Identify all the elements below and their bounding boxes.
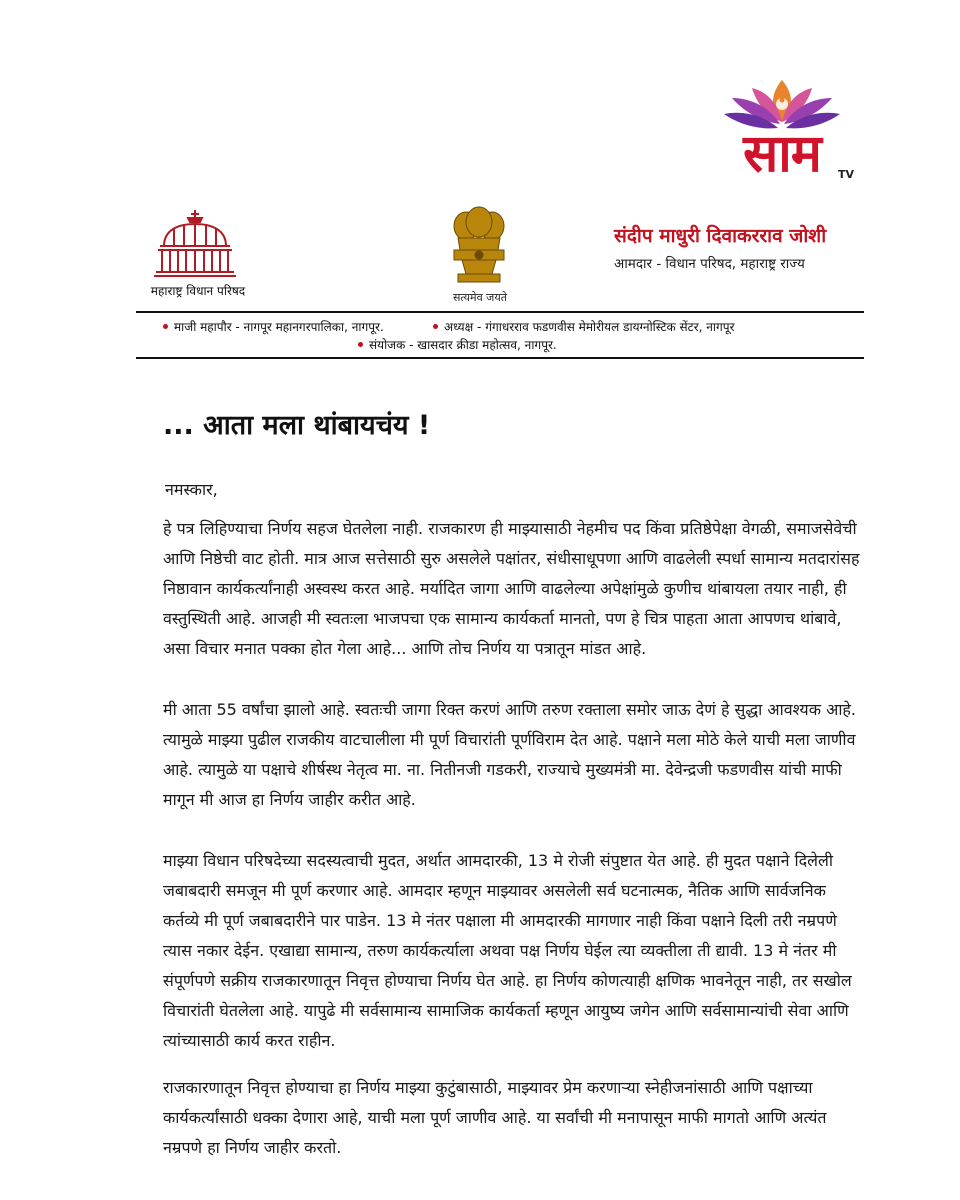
designation-former-mayor bbox=[163, 318, 384, 335]
designation-convener bbox=[358, 336, 557, 353]
paragraph-3: माझ्या विधान परिषदेच्या सदस्यत्वाची मुदत, अर्थात आमदारकी, 13 मे रोजी संपुष्टात येत आहे. ही मुदत पक्षाने दिलेली जबाबदारी समजून मी पूर्ण करणार आहे. आमदार म्हणून माझ्यावर असलेली सर्व घटनात्मक, नैतिक आणि सार्वजनिक कर्तव्ये मी पूर्ण जबाबदारीने पार पाडेन. 13 मे नंतर पक्षाला मी आमदारकी मागणार नाही किंवा पक्षाने दिली तरी नम्रपणे त्यास नकार देईन. एखाद्या सामान्य, तरुण कार्यकर्त्याला अथवा पक्ष निर्णय घेईल त्या व्यक्तीला ती द्यावी. 13 मे नंतर मी संपूर्णपणे सक्रीय राजकारणातून निवृत्त होण्याचा निर्णय घेत आहे. हा निर्णय कोणत्याही क्षणिक भावनेतून नाही, तर सखोल विचारांती घेतलेला आहे. यापुढे मी सर्वसामान्य सामाजिक कार्यकर्ता म्हणून आयुष्य जगेन आणि सर्वसामान्यांची सेवा आणि त्यांच्यासाठी कार्य करत राहीन. bbox=[163, 851, 852, 1050]
paragraph-1: हे पत्र लिहिण्याचा निर्णय सहज घेतलेला नाही. राजकारण ही माझ्यासाठी नेहमीच पद किंवा प्रतिष्ठेपेक्षा वेगळी, समाजसेवेची आणि निष्ठेची वाट होती. मात्र आज सत्तेसाठी सुरु असलेले पक्षांतर, संधीसाधूपणा आणि वाढलेली स्पर्धा सामान्य मतदारांसह निष्ठावान कार्यकर्त्यांनाही अस्वस्थ करत आहे. मर्यादित जागा आणि वाढलेल्या अपेक्षांमुळे कुणीच थांबायला तयार नाही, ही वस्तुस्थिती आहे. आजही मी स्वतःला भाजपचा एक सामान्य कार्यकर्ता मानतो, पण हे चित्र पाहता आता आपणच थांबावे, असा विचार मनात पक्का होत गेला आहे... आणि तोच निर्णय या पत्रातून मांडत आहे. bbox=[163, 519, 860, 658]
paragraph-4: राजकारणातून निवृत्त होण्याचा हा निर्णय माझ्या कुटुंबासाठी, माझ्यावर प्रेम करणाऱ्या स्नेहीजनांसाठी आणि पक्षाच्या कार्यकर्त्यांसाठी धक्का देणारा आहे, याची मला पूर्ण जाणीव आहे. या सर्वांची मी मनापासून माफी मागतो आणि अत्यंत नम्रपणे हा निर्णय जाहीर करतो. bbox=[163, 1078, 827, 1157]
national-motto: सत्यमेव जयते bbox=[452, 291, 507, 304]
letter-title: ... आता मला थांबायचंय ! bbox=[163, 410, 431, 441]
designation-text: माजी महापौर - नागपूर महानगरपालिका, नागपूर. bbox=[174, 320, 384, 334]
bullet-dot bbox=[163, 324, 168, 329]
lion-capital-icon bbox=[444, 204, 514, 290]
designation-text: अध्यक्ष - गंगाधरराव फडणवीस मेमोरीयल डायग्नोस्टिक सेंटर, नागपूर bbox=[444, 320, 735, 334]
saam-tv-logo bbox=[722, 76, 862, 202]
designation-text: संयोजक - खासदार क्रीडा महोत्सव, नागपूर. bbox=[369, 338, 557, 352]
saam-brand-text: साम bbox=[743, 124, 821, 184]
letterhead-rule-top bbox=[136, 311, 864, 313]
salutation: नमस्कार, bbox=[165, 480, 218, 499]
legislative-building-icon bbox=[150, 206, 240, 280]
mlc-name: संदीप माधुरी दिवाकरराव जोशी bbox=[614, 225, 827, 247]
tv-label: TV bbox=[838, 168, 855, 181]
bullet-dot bbox=[433, 324, 438, 329]
mlc-title: आमदार - विधान परिषद, महाराष्ट्र राज्य bbox=[614, 256, 805, 272]
paragraph-2: मी आता 55 वर्षांचा झालो आहे. स्वतःची जागा रिक्त करणं आणि तरुण रक्ताला समोर जाऊ देणं हे सुद्धा आवश्यक आहे. त्यामुळे माझ्या पुढील राजकीय वाटचालीला मी पूर्ण विचारांती पूर्णविराम देत आहे. पक्षाने मला मोठे केले याची मला जाणीव आहे. त्यामुळे या पक्षाचे शीर्षस्थ नेतृत्व मा. ना. नितीनजी गडकरी, राज्याचे मुख्यमंत्री मा. देवेन्द्रजी फडणवीस यांची माफी मागून मी आज हा निर्णय जाहीर करीत आहे. bbox=[163, 700, 857, 809]
council-name: महाराष्ट्र विधान परिषद bbox=[150, 284, 246, 298]
bullet-dot bbox=[358, 342, 363, 347]
letterhead-rule-bottom bbox=[136, 357, 864, 359]
designation-president bbox=[433, 318, 734, 335]
